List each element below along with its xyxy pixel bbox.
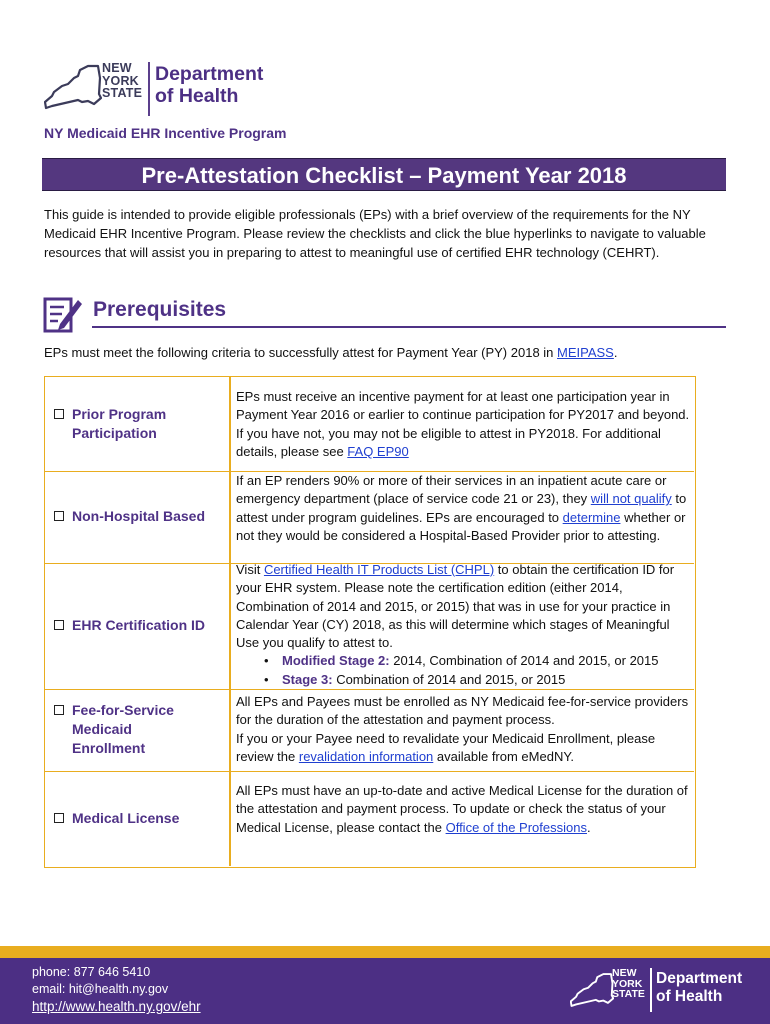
- meipass-link[interactable]: MEIPASS: [557, 345, 614, 360]
- page-title: Pre-Attestation Checklist – Payment Year 2018: [141, 163, 627, 188]
- intro-paragraph: This guide is intended to provide eligible professionals (EPs) with a brief overview of the requirements for the NY Medicaid EHR Incentive Program. Please review the checklists and click the blue hyperlinks to navigate to valuable resources that will assist you in preparing to attest to meaningful use of certified EHR technology (CEHRT).: [44, 207, 706, 260]
- chpl-link[interactable]: Certified Health IT Products List (CHPL): [263, 562, 495, 577]
- checkbox-icon[interactable]: [54, 813, 64, 823]
- footer-contact: [32, 964, 201, 1016]
- office-of-professions-link[interactable]: Office of the Professions: [445, 819, 587, 835]
- prerequisites-heading: Prerequisites: [93, 298, 227, 321]
- nys-doh-logo: [44, 60, 284, 120]
- determine-link[interactable]: determine: [562, 509, 621, 525]
- table-row: [45, 377, 694, 472]
- checkbox-icon[interactable]: [54, 409, 64, 419]
- logo-department-text: Department of Health: [155, 63, 264, 107]
- revalidation-link[interactable]: revalidation information: [298, 748, 434, 764]
- program-name: NY Medicaid EHR Incentive Program: [44, 125, 287, 141]
- logo-divider: [650, 968, 652, 1012]
- footer-nys-doh-logo: [568, 968, 758, 1018]
- new-york-state-shape-icon: [570, 972, 614, 1008]
- row-description: If an EP renders 90% or more of their services in an inpatient acute care or emergency department (place of service code 21 or 23), they will not qualify to attest under program guidelines. EPs are encouraged to determine whether or not they would be considered a Hospital-Based Provider prior to attesting.: [236, 473, 687, 543]
- checklist-pencil-icon: [42, 294, 84, 334]
- row-description: Visit Certified Health IT Products List (CHPL) to obtain the certification ID for your EHR system. Please note the certification edition (either 2014, Combination of 2014 and 2015, or 2015) that was in use for your practice in Calendar Year (CY) 2018, as this will determine which stages of Meaningful Use you qualify to attest to. • Modified Stage 2: 2014, Combination of 2014 and 2015, or 2015 • Stage 3: Combination of 2014 and 2015, or 2015: [236, 561, 691, 689]
- footer-url-link[interactable]: http://www.health.ny.gov/ehr: [32, 999, 201, 1014]
- checklist-item-prior-participation[interactable]: Prior Program Participation: [54, 405, 166, 443]
- checkbox-icon[interactable]: [54, 705, 64, 715]
- checkbox-icon[interactable]: [54, 511, 64, 521]
- table-row: [45, 690, 694, 772]
- table-row: [45, 564, 694, 690]
- footer-email[interactable]: email: hit@health.ny.gov: [32, 982, 169, 996]
- footer: [0, 958, 770, 1024]
- footer-phone: phone: 877 646 5410: [32, 965, 151, 979]
- checklist-item-medical-license[interactable]: Medical License: [54, 809, 179, 828]
- heading-rule: [92, 326, 726, 328]
- faq-ep90-link[interactable]: FAQ EP90: [347, 443, 409, 459]
- logo-state-text: NEW YORK STATE: [102, 61, 143, 100]
- list-item: • Stage 3: Combination of 2014 and 2015, or 2015: [282, 671, 691, 689]
- logo-department-text: Department of Health: [656, 970, 743, 1005]
- title-bar: [42, 158, 726, 191]
- criteria-text: EPs must meet the following criteria to successfully attest for Payment Year (PY) 2018 in MEIPASS.: [44, 345, 618, 360]
- row-description: All EPs must have an up-to-date and active Medical License for the duration of the attestation and payment process. To update or check the status of your Medical License, please contact the Office of the Professions.: [236, 783, 688, 835]
- logo-divider: [148, 62, 150, 116]
- will-not-qualify-link[interactable]: will not qualify: [590, 491, 672, 507]
- checklist-table: [44, 376, 696, 868]
- checklist-item-ehr-certification[interactable]: EHR Certification ID: [54, 616, 205, 635]
- list-item: • Modified Stage 2: 2014, Combination of 2014 and 2015, or 2015: [282, 652, 691, 670]
- stage-list: [236, 652, 691, 689]
- checklist-item-ffs-enrollment[interactable]: Fee-for-Service Medicaid Enrollment: [54, 701, 174, 758]
- footer-accent-stripe: [0, 946, 770, 958]
- new-york-state-shape-icon: [44, 64, 102, 110]
- logo-state-text: NEW YORK STATE: [612, 967, 645, 1000]
- table-row: [45, 472, 694, 564]
- checkbox-icon[interactable]: [54, 620, 64, 630]
- table-row: [45, 772, 694, 866]
- row-description: EPs must receive an incentive payment for at least one participation year in Payment Year 2016 or earlier to continue participation for PY2017 and beyond. If you have not, you may not be eligible to attest in PY2018. For additional details, please see FAQ EP90: [236, 389, 690, 459]
- checklist-item-non-hospital-based[interactable]: Non-Hospital Based: [54, 507, 205, 526]
- row-description: All EPs and Payees must be enrolled as NY Medicaid fee-for-service providers for the duration of the attestation and payment process. If you or your Payee need to revalidate your Medicaid Enrollment, please review the revalidation information available from eMedNY.: [236, 694, 689, 764]
